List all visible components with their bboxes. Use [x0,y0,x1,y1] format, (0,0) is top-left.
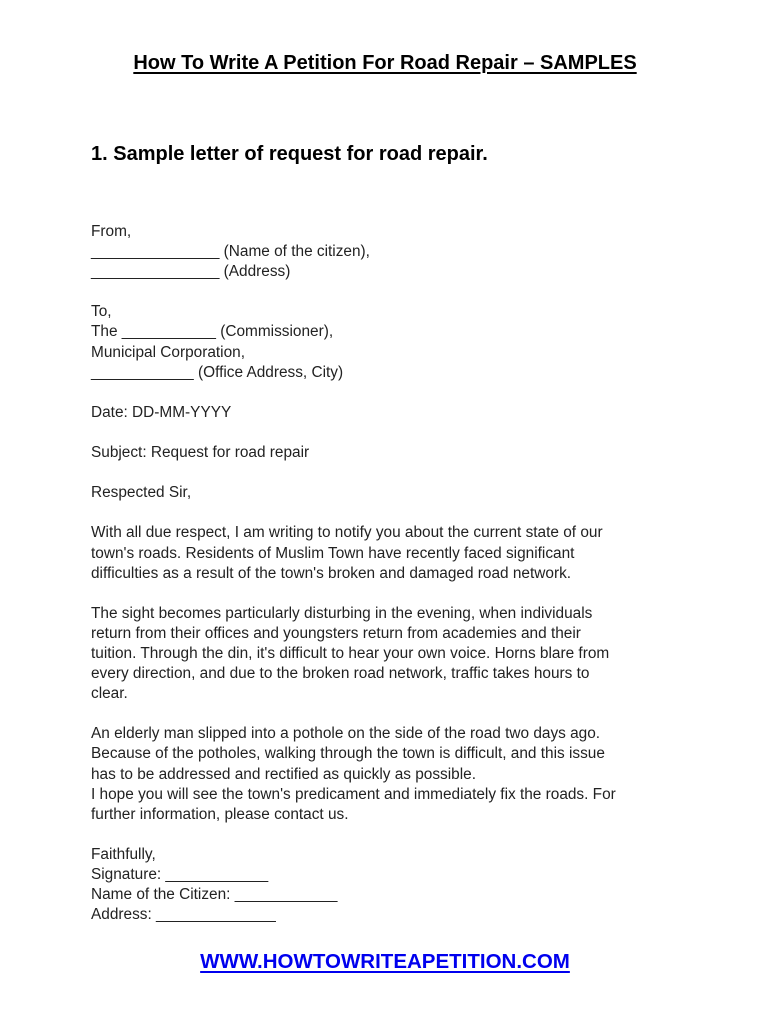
spacer [91,704,691,724]
date-line: Date: DD-MM-YYYY [91,403,232,421]
spacer [91,584,691,604]
recipient-organization: Municipal Corporation, [91,343,245,361]
paragraph-line: tuition. Through the din, it's difficult to hear your own voice. Horns blare from [91,644,610,662]
spacer [91,383,691,403]
citizen-address-line: Address: ______________ [91,906,276,924]
recipient-office-line: ____________ (Office Address, City) [91,363,344,381]
sender-block [91,222,691,282]
paragraph-line: clear. [91,685,128,703]
paragraph-line: The sight becomes particularly disturbing in the evening, when individuals [91,604,593,622]
closing-block [91,845,691,925]
website-link[interactable]: WWW.HOWTOWRITEAPETITION.COM [200,950,570,973]
to-label: To, [91,303,112,321]
recipient-block [91,302,691,382]
document-title-text: How To Write A Petition For Road Repair – SAMPLES [133,52,637,74]
letter-body [91,222,691,925]
spacer [91,825,691,845]
paragraph-3 [91,724,691,824]
paragraph-1 [91,523,691,583]
sender-address-line: _______________ (Address) [91,263,291,281]
section-heading: 1. Sample letter of request for road repair. [91,143,488,165]
valediction: Faithfully, [91,845,156,863]
subject-line: Subject: Request for road repair [91,444,310,462]
paragraph-2 [91,604,691,704]
paragraph-line: further information, please contact us. [91,805,349,823]
salutation: Respected Sir, [91,484,192,502]
paragraph-line: return from their offices and youngsters return from academies and their [91,624,581,642]
spacer [91,503,691,523]
spacer [91,282,691,302]
paragraph-line: has to be addressed and rectified as quickly as possible. [91,765,476,783]
recipient-line: The ___________ (Commissioner), [91,323,334,341]
from-label: From, [91,223,132,240]
paragraph-line: I hope you will see the town's predicament and immediately fix the roads. For [91,785,616,803]
paragraph-line: With all due respect, I am writing to notify you about the current state of our [91,524,603,542]
signature-line: Signature: ____________ [91,866,269,883]
citizen-name-line: Name of the Citizen: ____________ [91,886,338,904]
document-title [0,50,770,76]
paragraph-line: An elderly man slipped into a pothole on the side of the road two days ago. [91,725,601,743]
spacer [91,423,691,443]
paragraph-line: town's roads. Residents of Muslim Town have recently faced significant [91,544,575,562]
paragraph-line: difficulties as a result of the town's broken and damaged road network. [91,564,572,582]
paragraph-line: Because of the potholes, walking through the town is difficult, and this issue [91,745,605,763]
sender-name-line: _______________ (Name of the citizen), [91,243,370,261]
spacer [91,463,691,483]
paragraph-line: every direction, and due to the broken road network, traffic takes hours to [91,665,590,683]
